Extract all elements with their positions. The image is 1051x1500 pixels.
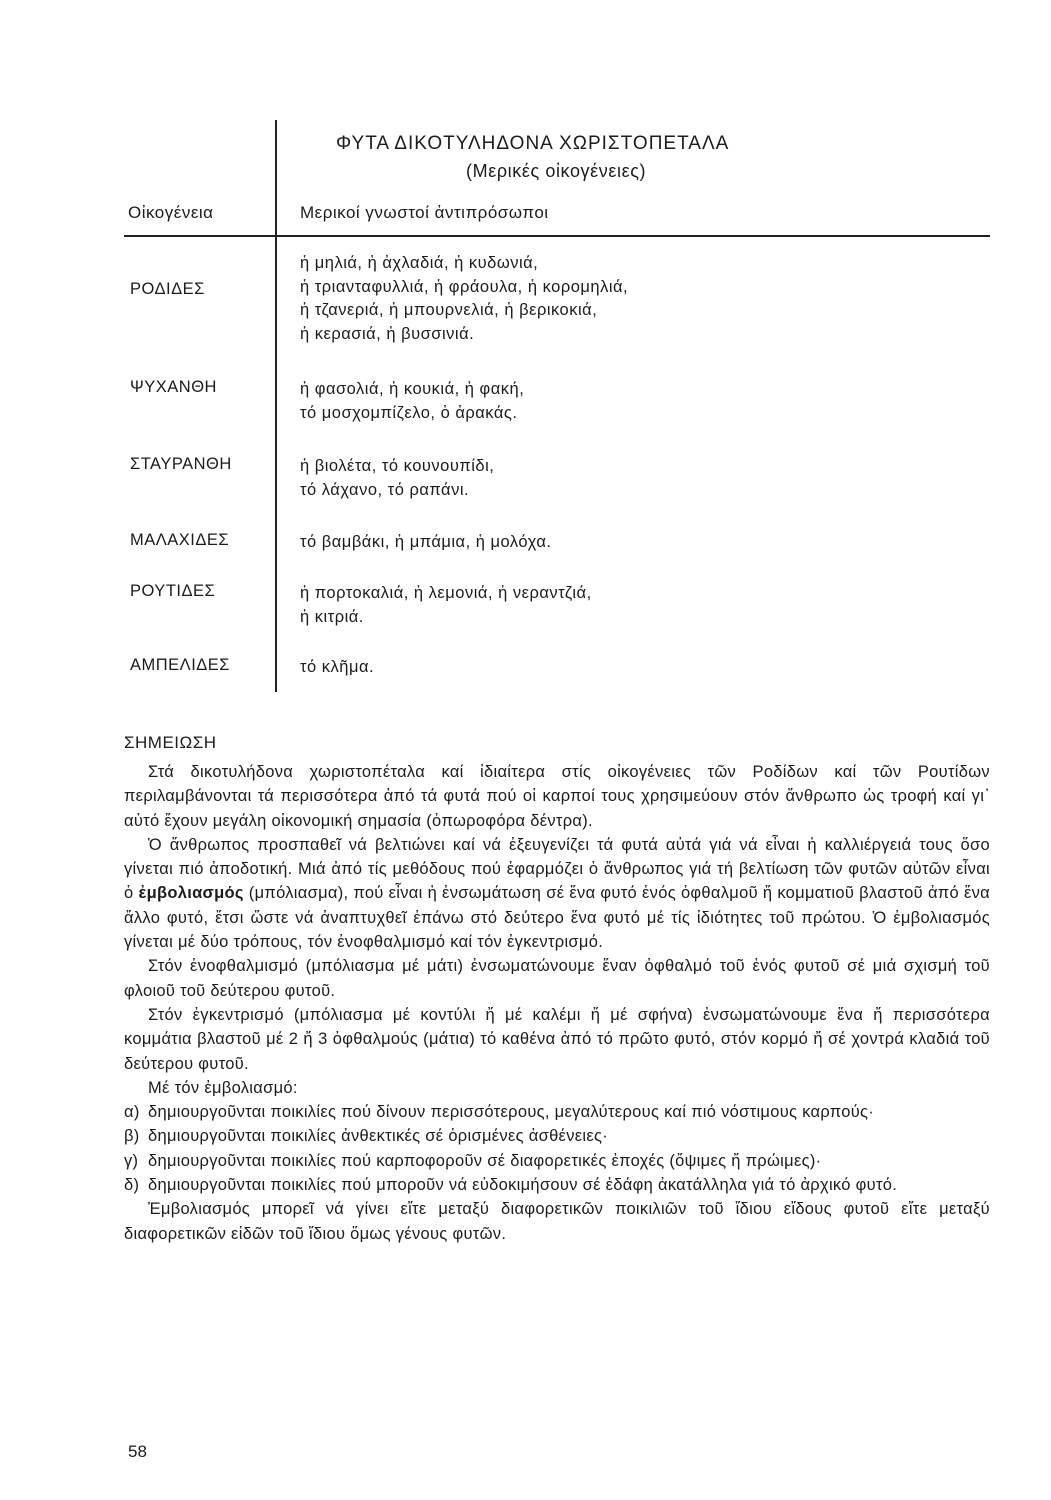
list-item	[124, 1100, 990, 1124]
family-representatives	[300, 531, 551, 555]
note-heading: ΣΗΜΕΙΩΣΗ	[124, 733, 217, 752]
table-title: ΦΥΤΑ ΔΙΚΟΤΥΛΗΔΟΝΑ ΧΩΡΙΣΤΟΠΕΤΑΛΑ	[336, 133, 730, 154]
grafting-term: ἐμβολιασμός	[138, 884, 244, 903]
list-marker: β)	[124, 1127, 140, 1146]
column-header-family: Οἰκογένεια	[128, 203, 214, 222]
note-paragraph: Στά δικοτυλήδονα χωριστοπέταλα καί ἰδιαίτερα στίς οἰκογένειες τῶν Ροδίδων καί τῶν Ρουτίδων περιλαμβάνονται τά περισσότερα ἀπό τά φυτά πού οἱ καρποί τους χρησιμεύουν στόν ἄνθρωπο ὡς τροφή καί γι᾽ αὐτό ἔχουν μεγάλη οἰκονομική σημασία (ὀπωροφόρα δέντρα).	[124, 763, 990, 830]
table-header-rule	[124, 235, 990, 237]
representatives-line: ἡ μηλιά, ἡ ἀχλαδιά, ἡ κυδωνιά,	[300, 254, 539, 272]
representatives-line: ἡ τριανταφυλλιά, ἡ φράουλα, ἡ κορομηλιά,	[300, 277, 629, 296]
list-marker: γ)	[124, 1151, 139, 1170]
family-name: ΡΟΥΤΙΔΕΣ	[130, 582, 216, 600]
note-text: Ὁ ἄνθρωπος προσπαθεῖ νά βελτιώνει καί νά ἐξευγενίζει τά φυτά αὐτά γιά νά εἶναι ἡ καλλιέργειά τους ὅσο γίνεται πιό ἀποδοτική. Μιά ἀπό τίς μεθόδους πού ἐφαρμόζει ὁ ἄνθρωπος γιά τή βελτίωση τῶν φυτῶν αὐτῶν εἶναι ὁ	[124, 835, 990, 903]
representatives-line: τό λάχανο, τό ραπάνι.	[300, 480, 470, 499]
representatives-line: ἡ τζανεριά, ἡ μπουρνελιά, ἡ βερικοκιά,	[300, 301, 598, 319]
note-paragraph: Μέ τόν ἐμβολιασμό:	[148, 1078, 298, 1097]
list-item	[124, 1124, 990, 1148]
list-item-text: δημιουργοῦνται ποικιλίες πού μποροῦν νά εὐδοκιμήσουν σέ ἐδάφη ἀκατάλληλα γιά τό ἀρχικό φυτό.	[148, 1176, 898, 1195]
list-item-text: δημιουργοῦνται ποικιλίες πού δίνουν περισσότερους, μεγαλύτερους καί πιό νόστιμους καρπούς·	[148, 1103, 875, 1122]
note-paragraph: Ἐμβολιασμός μπορεῖ νά γίνει εἴτε μεταξύ διαφορετικῶν ποικιλιῶν τοῦ ἴδιου εἴδους φυτοῦ εἴτε μεταξύ διαφορετικῶν εἰδῶν τοῦ ἴδιου ὅμως γένους φυτῶν.	[124, 1200, 990, 1243]
list-item	[124, 1173, 990, 1197]
note-paragraph	[124, 833, 990, 954]
representatives-line: ἡ κιτριά.	[300, 607, 364, 626]
list-marker: δ)	[124, 1176, 140, 1195]
family-name: ΨΥΧΑΝΘΗ	[130, 378, 217, 396]
family-representatives	[300, 252, 628, 346]
family-representatives	[300, 582, 592, 629]
plant-families-table	[0, 0, 1051, 700]
representatives-line: ἡ πορτοκαλιά, ἡ λεμονιά, ἡ νεραντζιά,	[300, 584, 592, 602]
representatives-line: τό κλῆμα.	[300, 658, 375, 676]
family-name: ΣΤΑΥΡΑΝΘΗ	[130, 455, 232, 473]
family-name: ΡΟΔΙΔΕΣ	[130, 280, 205, 298]
note-text: (μπόλιασμα), πού εἶναι ἡ ἐνσωμάτωση σέ ἕνα φυτό ἑνός ὀφθαλμοῦ ἤ κομματιοῦ βλαστοῦ ἀπό ἕνα ἄλλο φυτό, ἔτσι ὥστε νά ἀναπτυχθεῖ ἐπάνω στό δεύτερο ἕνα φυτό μέ τίς ἰδιότητες τοῦ πρώτου. Ὁ ἐμβολιασμός γίνεται μέ δύο τρόπους, τόν ἐνοφθαλμισμό καί τόν ἐγκεντρισμό.	[124, 884, 990, 952]
family-representatives	[300, 656, 374, 680]
representatives-line: ἡ βιολέτα, τό κουνουπίδι,	[300, 457, 495, 475]
column-header-representatives: Μερικοί γνωστοί ἀντιπρόσωποι	[300, 203, 549, 222]
note-paragraph: Στόν ἐνοφθαλμισμό (μπόλιασμα μέ μάτι) ἐνσωματώνουμε ἕναν ὀφθαλμό τοῦ ἑνός φυτοῦ σέ μιά σχισμή τοῦ φλοιοῦ τοῦ δεύτερου φυτοῦ.	[124, 957, 990, 1000]
table-vertical-rule	[275, 120, 277, 692]
list-item-text: δημιουργοῦνται ποικιλίες πού καρποφοροῦν σέ διαφορετικές ἐποχές (ὄψιμες ἤ πρώιμες)·	[148, 1151, 822, 1170]
list-item	[124, 1149, 990, 1173]
list-marker: α)	[124, 1103, 140, 1122]
note-paragraph: Στόν ἐγκεντρισμό (μπόλιασμα μέ κοντύλι ἤ μέ καλέμι ἤ μέ σφήνα) ἐνσωματώνουμε ἕνα ἤ περισσότερα κομμάτια βλαστοῦ μέ 2 ἤ 3 ὀφθαλμούς (μάτια) τό καθένα ἀπό τό πρῶτο φυτό, στόν κορμό ἤ σέ χοντρά κλαδιά τοῦ δεύτερου φυτοῦ.	[124, 1005, 990, 1073]
grafting-benefits-list	[124, 1100, 990, 1197]
representatives-line: τό βαμβάκι, ἡ μπάμια, ἡ μολόχα.	[300, 533, 552, 551]
representatives-line: τό μοσχομπίζελο, ὁ ἀρακάς.	[300, 403, 518, 422]
representatives-line: ἡ κερασιά, ἡ βυσσινιά.	[300, 324, 475, 343]
page-number: 58	[128, 1442, 147, 1461]
representatives-line: ἡ φασολιά, ἡ κουκιά, ἡ φακή,	[300, 380, 525, 398]
family-representatives	[300, 455, 494, 502]
list-item-text: δημιουργοῦνται ποικιλίες ἀνθεκτικές σέ ὁρισμένες ἀσθένειες·	[148, 1127, 609, 1146]
family-name: ΜΑΛΑΧΙΔΕΣ	[130, 531, 230, 549]
family-name: ΑΜΠΕΛΙΔΕΣ	[130, 656, 231, 674]
family-representatives	[300, 378, 524, 425]
note-body	[124, 760, 990, 1246]
table-subtitle: (Μερικές οἰκογένειες)	[466, 161, 647, 181]
